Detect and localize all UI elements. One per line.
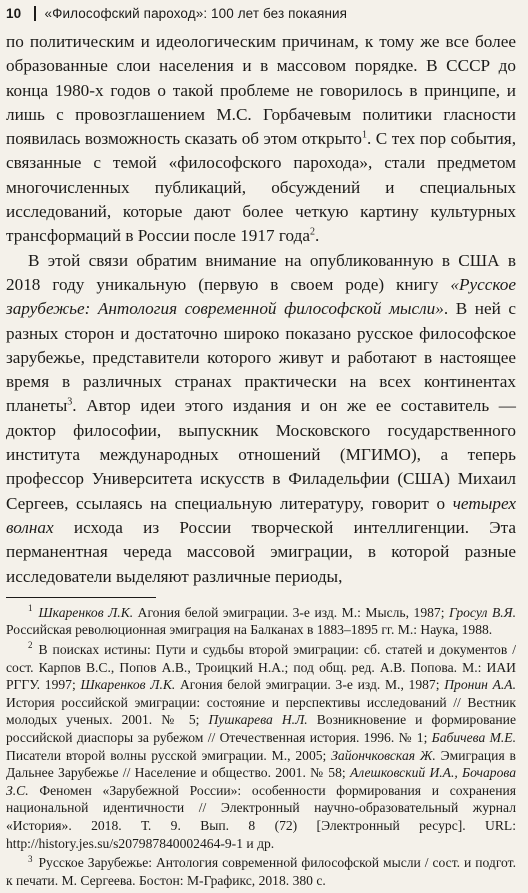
italic-run: четырех волнах <box>6 493 516 537</box>
text-run: Русское Зарубежье: Антология современной философской мысли / сост. и подгот. к печати. М. Сергеева. Бостон: М-Графикс, 2018. 380 с. <box>6 855 516 888</box>
footnote-ref: 1 <box>362 129 368 141</box>
text-run: Феномен «Зарубежной России»: особенности формирования и сохранения национальной идентичности // Электронный научно-образовательный журнал «История». 2018. Т. 9. Вып. 8 (72) [Электронный ресурс]. URL: http://history.jes.su/s207987840002464-9-1 и др. <box>6 782 516 851</box>
footnote <box>6 854 516 889</box>
text-run: Возникновение и формирование российской диаспоры за рубежом // Отечественная история. 1996. № 1; <box>6 712 516 745</box>
paragraph <box>6 30 516 249</box>
text-run: Агония белой эмиграции. 3-е изд. М.: Мысль, 1987; <box>133 604 449 620</box>
text-run: В этой связи обратим внимание на опубликованную в США в 2018 году уникальную (первую в своем роде) книгу <box>6 250 516 294</box>
text-run: В поисках истины: Пути и судьбы второй эмиграции: сб. статей и документов / сост. Карпов В.С., Попов А.В., Троицкий Н.А.; под общ. ред. А.В. Попова. М.: ИАИ РГГУ. 1997; <box>6 642 516 693</box>
running-title: «Философский пароход»: 100 лет без покаяния <box>44 5 348 21</box>
italic-run: Шкаренков Л.К. <box>80 677 176 693</box>
text-run: Эмиграция в Дальнее Зарубежье // Население и общество. 2001. № 58; <box>6 747 516 781</box>
italic-run: Алешковский И.А., Бочарова З.С. <box>6 765 516 798</box>
italic-run: Пушкарева Н.Л. <box>208 712 308 728</box>
footnote-ref: 2 <box>309 226 315 238</box>
italic-run: Шкаренков Л.К. <box>38 604 134 620</box>
footnote-ref: 3 <box>67 396 73 408</box>
italic-run: Гросул В.Я. <box>448 604 516 620</box>
header-divider <box>34 6 36 21</box>
paragraph <box>6 249 516 589</box>
main-text <box>6 30 516 589</box>
italic-run: Бабичева М.Е. <box>431 729 516 745</box>
page-number: 10 <box>6 5 22 21</box>
running-header <box>6 0 516 26</box>
text-run: Агония белой эмиграции. 3-е изд. М., 1987; <box>175 677 445 693</box>
text-run: . <box>314 226 320 246</box>
footnotes <box>6 604 516 890</box>
text-run: по политическим и идеологическим причинам, к тому же все более образованные слои населения и в массовом порядке. В СССР до конца 1980-х годов о такой проблеме не говорилось в принципе, и лишь с провозглашением М.С. Горбачевым политики гласности появилась возможность сказать об этом открыто <box>6 32 516 149</box>
text-run: История российской эмиграции: состояние и перспективы исследований // Вестник молодых ученых. 2001. № 5; <box>6 694 516 728</box>
footnote-number: 2 <box>28 640 33 651</box>
footnote-divider <box>6 597 156 598</box>
text-run: Писатели второй волны русской эмиграции. М., 2005; <box>6 747 332 763</box>
text-run: . Автор идеи этого издания и он же ее составитель — доктор философии, выпускник Московского государственного института международных отношений (МГИМО), а теперь профессор Университета искусств в Филадельфии (США) Михаил Сергеев, ссылаясь на специальную литературу, говорит о <box>6 396 516 513</box>
text-run: . В ней с разных сторон и достаточно широко показано русское философское зарубежье, представители которого живут и работают в настоящее время в различных странах практически на всех континентах планеты <box>6 299 516 416</box>
text-run: исхода из России творческой интеллигенции. Эта перманентная череда массовой эмиграции, в которой разные исследователи выделяют различные периоды, <box>6 517 516 586</box>
footnote-number: 1 <box>28 603 33 614</box>
italic-run: «Русское зарубежье: Антология современной философской мысли» <box>6 274 516 319</box>
footnote <box>6 604 516 639</box>
italic-run: Зайончковская Ж. <box>331 747 436 763</box>
text-run: . С тех пор события, связанные с темой «философского парохода», стали предметом многочисленных публикаций, обсуждений и специальных исследований, которые дают более четкую картину культурных трансформаций в России после 1917 года <box>6 129 516 246</box>
italic-run: Пронин А.А. <box>444 677 516 693</box>
text-run: Российская революционная эмиграция на Балканах в 1883–1895 гг. М.: Наука, 1988. <box>6 622 493 638</box>
footnote <box>6 641 516 852</box>
footnote-number: 3 <box>28 853 33 864</box>
